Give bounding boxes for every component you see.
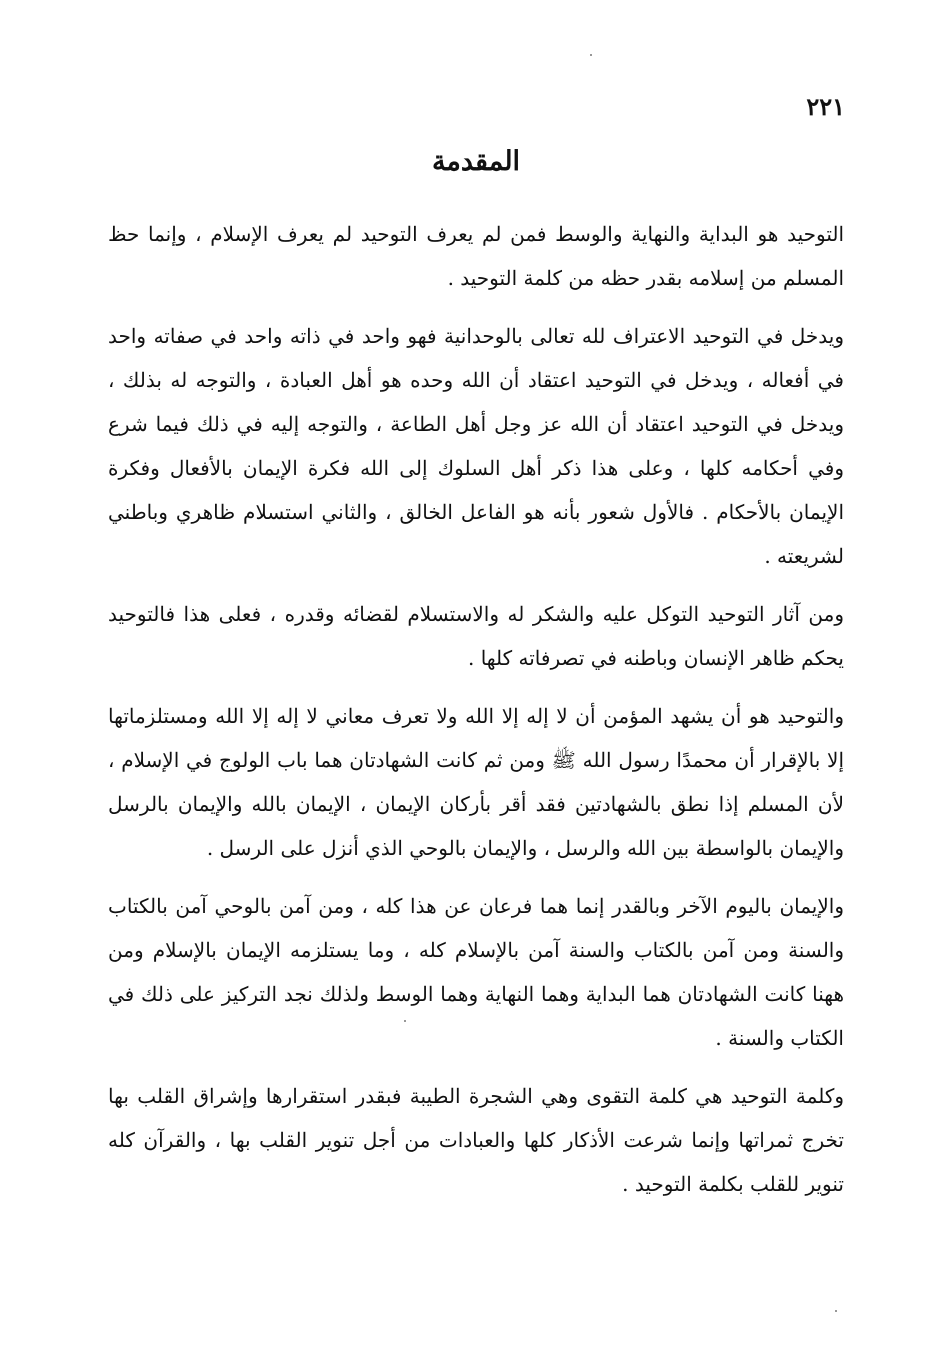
paragraph: التوحيد هو البداية والنهاية والوسط فمن لم يعرف التوحيد لم يعرف الإسلام ، وإنما حظ المسلم من إسلامه بقدر حظه من كلمة التوحيد . xyxy=(108,222,844,290)
paragraph: والإيمان باليوم الآخر وبالقدر إنما هما فرعان عن هذا كله ، ومن آمن بالوحي آمن بالكتاب والسنة ومن آمن بالكتاب والسنة آمن بالإسلام كله ، وما يستلزمه الإيمان بالإسلام ومن ههنا كانت الشهادتان هما البداية وهما النهاية وهما الوسط ولذلك نجد التركيز على ذلك في الكتاب والسنة . xyxy=(108,894,844,1050)
paragraph: ويدخل في التوحيد الاعتراف لله تعالى بالوحدانية فهو واحد في ذاته واحد في صفاته واحد في أفعاله ، ويدخل في التوحيد اعتقاد أن الله وحده هو أهل العبادة ، والتوجه له بذلك ، ويدخل في التوحيد اعتقاد أن الله عز وجل أهل الطاعة ، والتوجه إليه في ذلك فيما شرع وفي أحكامه كلها ، وعلى هذا ذكر أهل السلوك إلى الله فكرة الإيمان بالأفعال وفكرة الإيمان بالأحكام . فالأول شعور بأنه هو الفاعل الخالق ، والثاني استسلام ظاهري وباطني لشريعته . xyxy=(108,324,844,568)
scan-speck xyxy=(835,1310,837,1312)
paragraph: والتوحيد هو أن يشهد المؤمن أن لا إله إلا الله ولا تعرف معاني لا إله إلا الله ومستلزماتها إلا بالإقرار أن محمدًا رسول الله ﷺ ومن ثم كانت الشهادتان هما باب الولوج في الإسلام ، لأن المسلم إذا نطق بالشهادتين فقد أقر بأركان الإيمان ، الإيمان بالله والإيمان بالرسل والإيمان بالواسطة بين الله والرسل ، والإيمان بالوحي الذي أنزل على الرسل . xyxy=(108,704,844,860)
page-title: المقدمة xyxy=(431,146,521,177)
paragraph: ومن آثار التوحيد التوكل عليه والشكر له والاستسلام لقضائه وقدره ، فعلى هذا فالتوحيد يحكم ظاهر الإنسان وباطنه في تصرفاته كلها . xyxy=(108,602,844,670)
page-number: ٢٢١ xyxy=(806,92,845,121)
scan-speck xyxy=(590,54,592,56)
paragraph: وكلمة التوحيد هي كلمة التقوى وهي الشجرة الطيبة فبقدر استقرارها وإشراق القلب بها تخرج ثمراتها وإنما شرعت الأذكار كلها والعبادات من أجل تنوير القلب بها ، والقرآن كله تنوير للقلب بكلمة التوحيد . xyxy=(108,1084,844,1196)
scan-speck xyxy=(404,1020,406,1022)
body-text xyxy=(108,212,844,1220)
